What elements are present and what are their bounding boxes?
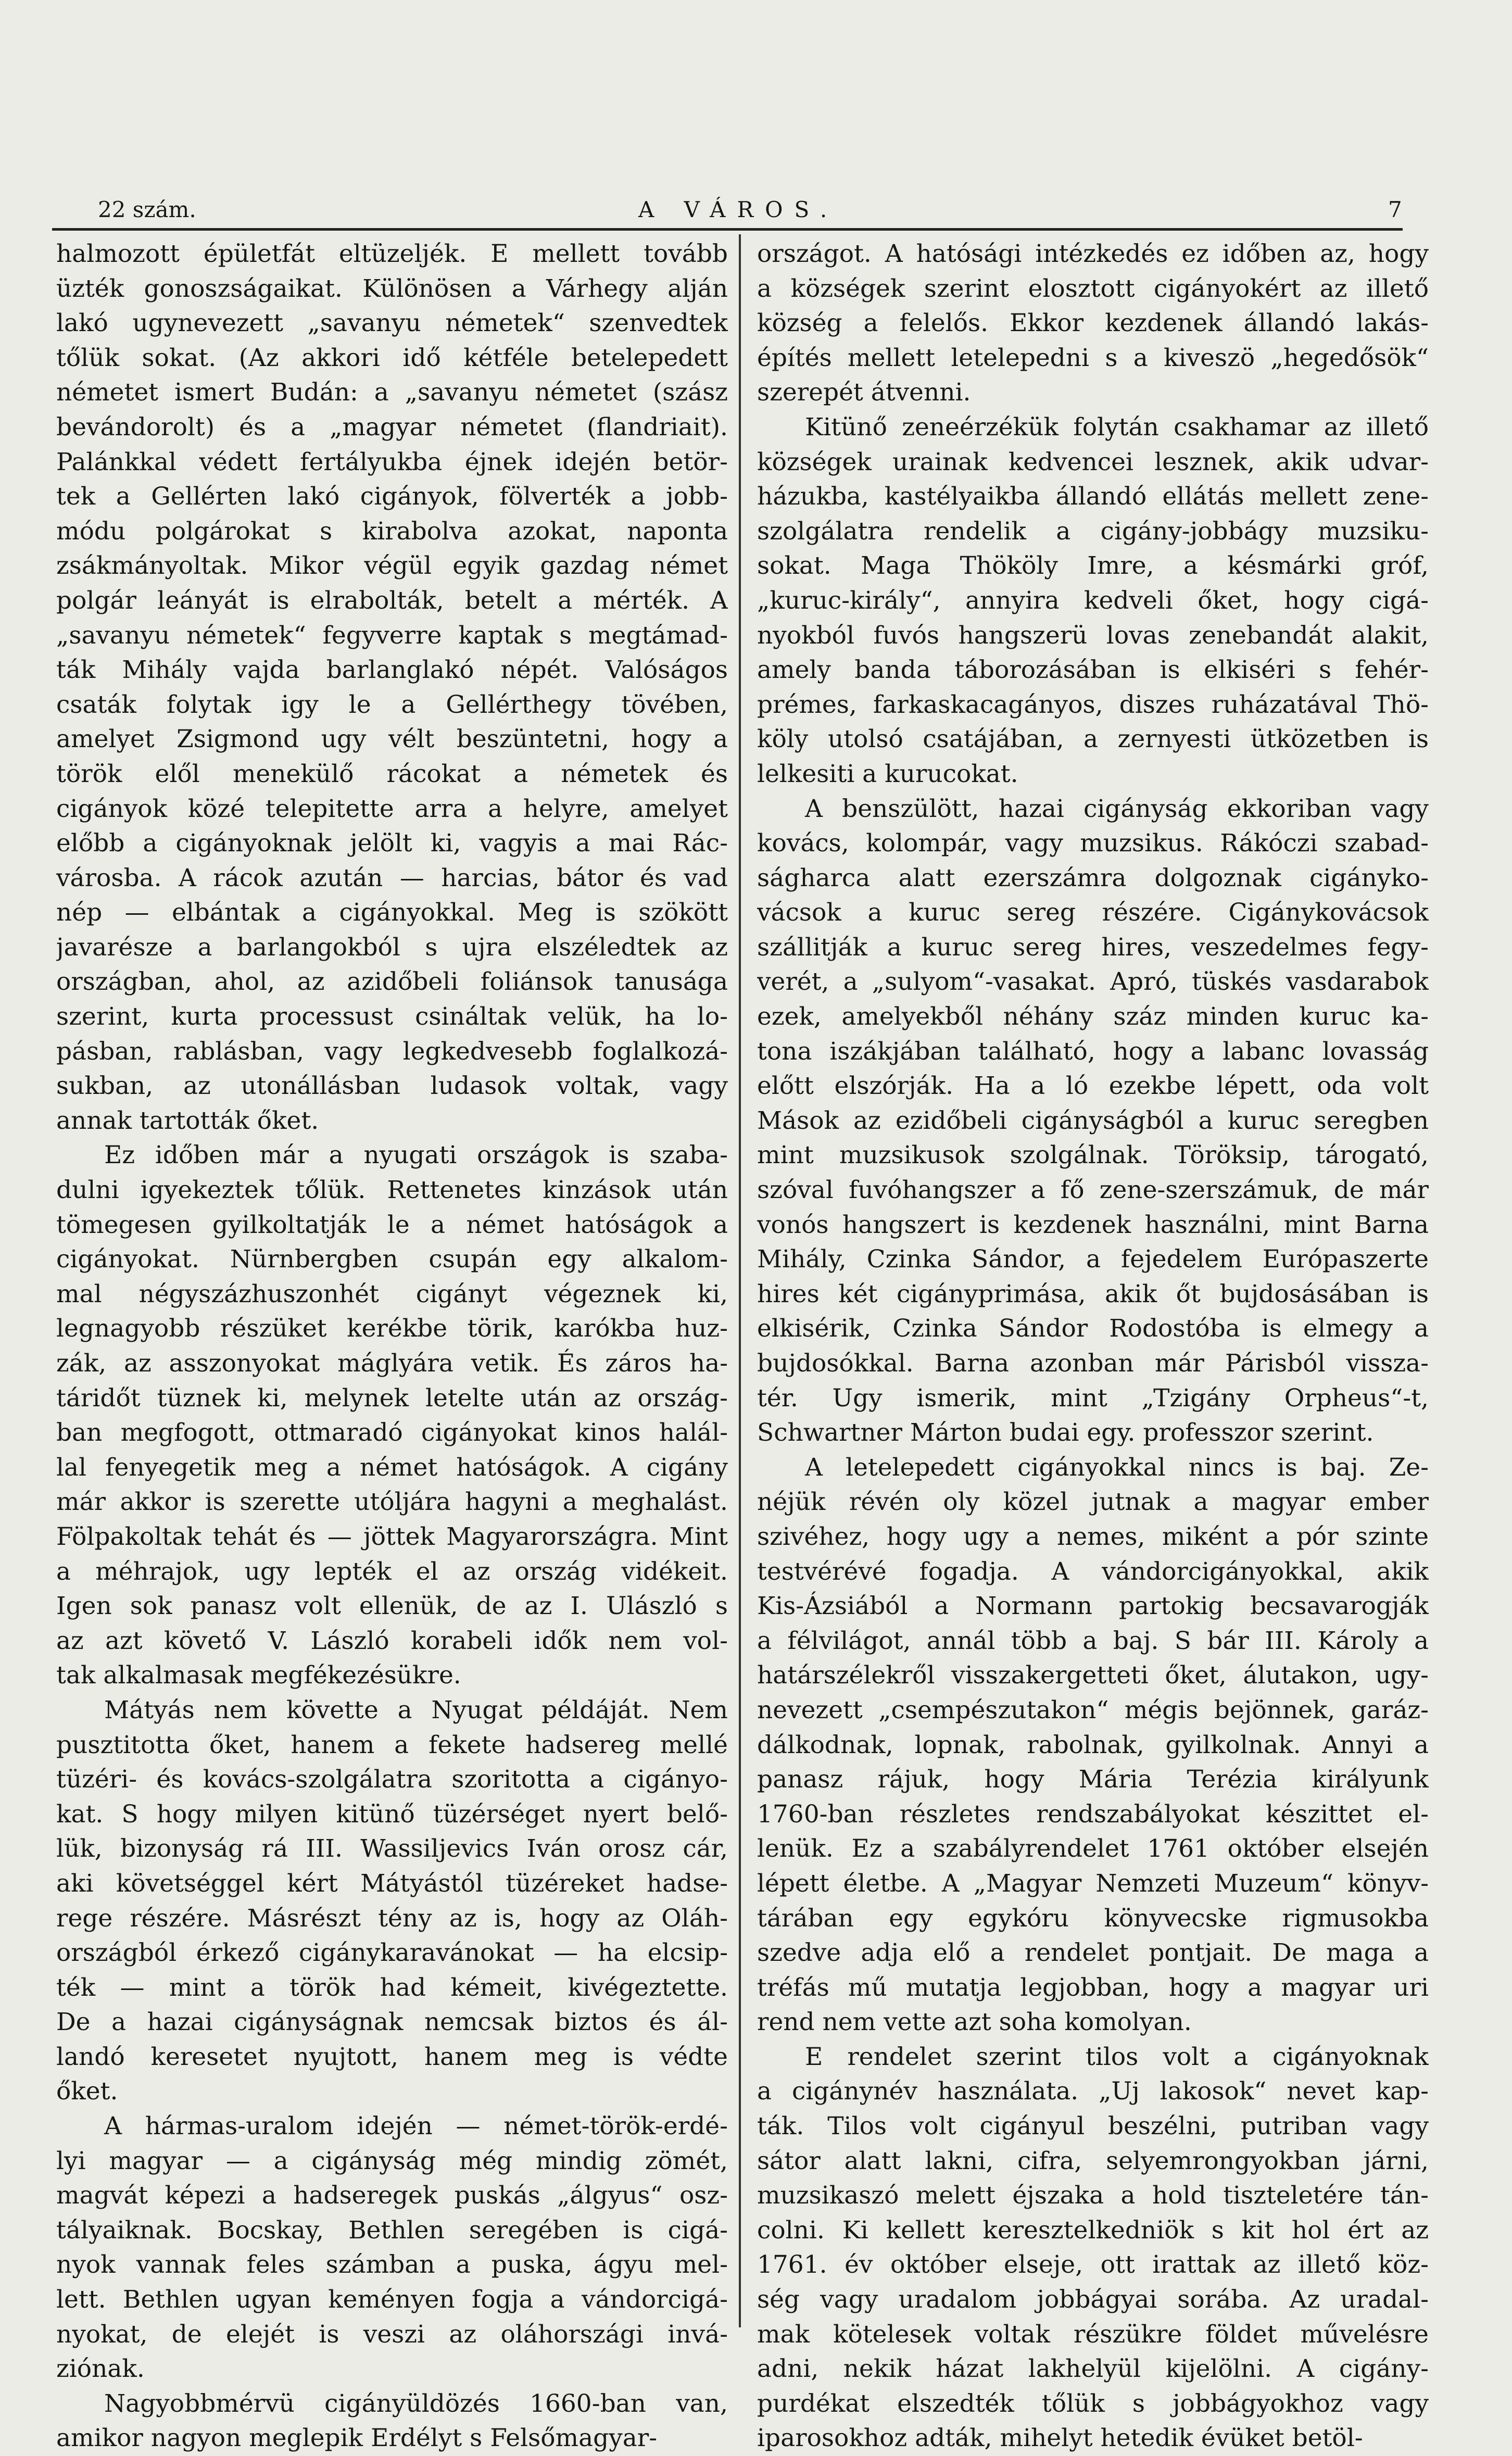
- text-line: De a hazai cigányságnak nemcsak biztos és ál-: [56, 2008, 728, 2037]
- text-line: 1760-ban részletes rendszabályokat készittet el-: [757, 1799, 1429, 1829]
- text-line: ták Mihály vajda barlanglakó népét. Valóságos: [56, 656, 728, 685]
- text-line: verét, a „sulyom“-vasakat. Apró, tüskés vasdarabok: [757, 967, 1429, 997]
- text-line: község a felelős. Ekkor kezdenek állandó lakás-: [757, 309, 1429, 338]
- text-line: Mások az ezidőbeli cigányságból a kuruc seregben: [757, 1106, 1429, 1135]
- text-line: nyokból fuvós hangszerü lovas zenebandát alakit,: [757, 621, 1429, 650]
- text-line: szolgálatra rendelik a cigány-jobbágy muzsiku-: [757, 517, 1429, 546]
- text-line: vácsok a kuruc sereg részére. Cigánykovácsok: [757, 898, 1429, 927]
- text-line: sátor alatt lakni, cifra, selyemrongyokban járni,: [757, 2146, 1429, 2175]
- text-line: amikor nagyon meglepik Erdélyt s Felsőmagyar-: [56, 2424, 658, 2453]
- text-line: colni. Ki kellett keresztelkedniök s kit hol ért az: [757, 2215, 1429, 2245]
- text-line: a cigánynév használata. „Uj lakosok“ nevet kap-: [757, 2077, 1429, 2106]
- text-line: szerint, kurta processust csináltak velük, ha lo-: [56, 1002, 728, 1031]
- text-line: Palánkkal védett fertályukba éjnek idején betör-: [56, 447, 728, 476]
- text-line: lépett életbe. A „Magyar Nemzeti Muzeum“ könyv-: [757, 1869, 1429, 1898]
- text-line: mal négyszázhuszonhét cigányt végeznek ki,: [56, 1279, 728, 1308]
- text-line: Kis-Ázsiából a Normann partokig becsavarogják: [757, 1592, 1429, 1621]
- text-line: aki követséggel kért Mátyástól tüzéreket hadse-: [56, 1869, 728, 1898]
- text-line: határszélekről visszakergetteti őket, álutakon, ugy-: [757, 1661, 1429, 1690]
- text-line: szóval fuvóhangszer a fő zene-szerszámuk, de már: [757, 1176, 1429, 1205]
- text-line: mak kötelesek voltak részükre földet művelésre: [757, 2320, 1429, 2349]
- text-line: lakó ugynevezett „savanyu németek“ szenvedtek: [56, 309, 728, 338]
- text-line: szivéhez, hogy ugy a nemes, miként a pór szinte: [757, 1522, 1429, 1551]
- text-line: Nagyobbmérvü cigányüldözés 1660-ban van,: [104, 2389, 728, 2418]
- text-line: E rendelet szerint tilos volt a cigányoknak: [805, 2042, 1429, 2071]
- text-line: ziónak.: [56, 2354, 145, 2384]
- page-number: 7: [1388, 197, 1402, 222]
- text-line: purdékat elszedték tőlük s jobbágyokhoz vagy: [757, 2389, 1429, 2418]
- text-line: tek a Gellérten lakó cigányok, fölverték a jobb-: [56, 482, 728, 511]
- text-line: polgár leányát is elrabolták, betelt a mérték. A: [56, 586, 728, 615]
- text-line: panasz rájuk, hogy Mária Terézia királyunk: [757, 1765, 1429, 1794]
- text-line: annak tartották őket.: [56, 1106, 319, 1135]
- text-line: kovács, kolompár, vagy muzsikus. Rákóczi szabad-: [757, 829, 1429, 858]
- text-line: 1761. év október elseje, ott irattak az illető köz-: [757, 2250, 1429, 2279]
- text-line: sokat. Maga Thököly Imre, a késmárki gróf,: [757, 551, 1429, 581]
- text-line: „savanyu németek“ fegyverre kaptak s megtámad-: [56, 621, 728, 650]
- text-line: a méhrajok, ugy lepték el az ország vidékeit.: [56, 1557, 728, 1586]
- left-column: [56, 237, 728, 2456]
- text-line: szerepét átvenni.: [757, 378, 971, 407]
- text-line: ség vagy uradalom jobbágyai sorába. Az uradal-: [757, 2285, 1429, 2314]
- text-line: bujdosókkal. Barna azonban már Párisból vissza-: [757, 1349, 1429, 1378]
- text-line: testvérévé fogadja. A vándorcigányokkal, akik: [757, 1557, 1429, 1586]
- text-line: legnagyobb részüket kerékbe törik, karókba huz-: [56, 1314, 728, 1343]
- issue-number: 22 szám.: [98, 197, 196, 222]
- text-line: török elől menekülő rácokat a németek és: [56, 759, 728, 788]
- text-line: tárában egy egykóru könyvecske rigmusokba: [757, 1904, 1429, 1933]
- text-line: Kitünő zeneérzékük folytán csakhamar az illető: [805, 412, 1429, 442]
- text-line: községek urainak kedvencei lesznek, akik udvar-: [757, 447, 1429, 476]
- text-line: lyi magyar — a cigányság még mindig zömét,: [56, 2146, 728, 2175]
- text-line: kat. S hogy milyen kitünő tüzérséget nyert belő-: [56, 1799, 728, 1829]
- text-line: sukban, az utonállásban ludasok voltak, vagy: [56, 1072, 728, 1101]
- text-line: nyokat, de elejét is veszi az oláhországi invá-: [56, 2320, 728, 2349]
- text-line: tályaiknak. Bocskay, Bethlen seregében is cigá-: [56, 2215, 728, 2245]
- text-line: házukba, kastélyaikba állandó ellátás mellett zene-: [757, 482, 1429, 511]
- text-line: javarésze a barlangokból s ujra elszéledtek az: [56, 933, 728, 962]
- text-line: landó keresetet nyujtott, hanem meg is védte: [56, 2042, 728, 2071]
- text-line: tér. Ugy ismerik, mint „Tzigány Orpheus“-t,: [757, 1383, 1429, 1413]
- text-line: Mátyás nem követte a Nyugat példáját. Nem: [104, 1695, 728, 1724]
- column-divider: [739, 234, 741, 2327]
- text-line: tona iszákjában található, hogy a labanc lovasság: [757, 1037, 1429, 1066]
- text-line: prémes, farkaskacagányos, diszes ruházatával Thö-: [757, 690, 1429, 719]
- text-line: zsákmányoltak. Mikor végül egyik gazdag német: [56, 551, 728, 581]
- text-line: Igen sok panasz volt ellenük, de az I. Ulászló s: [56, 1592, 728, 1621]
- text-line: lett. Bethlen ugyan keményen fogja a vándorcigá-: [56, 2285, 728, 2314]
- text-line: tréfás mű mutatja legjobban, hogy a magyar uri: [757, 1973, 1429, 2002]
- text-line: városba. A rácok azután — harcias, bátor és vad: [56, 863, 728, 892]
- text-line: pásban, rablásban, vagy legkedvesebb foglalkozá-: [56, 1037, 728, 1066]
- text-line: nevezett „csempészutakon“ mégis bejönnek, garáz-: [757, 1695, 1429, 1724]
- text-line: A letelepedett cigányokkal nincs is baj. Ze-: [805, 1453, 1429, 1482]
- text-line: országból érkező cigánykaravánokat — ha elcsip-: [56, 1938, 728, 1968]
- right-column: [757, 237, 1429, 2456]
- text-line: lal fenyegetik meg a német hatóságok. A cigány: [56, 1453, 728, 1482]
- text-line: már akkor is szerette utóljára hagyni a meghalást.: [56, 1488, 728, 1517]
- text-line: ságharca alatt ezerszámra dolgoznak cigányko-: [757, 863, 1429, 892]
- text-line: tömegesen gyilkoltatják le a német hatóságok a: [56, 1210, 728, 1239]
- text-line: amely banda táborozásában is elkiséri s fehér-: [757, 656, 1429, 685]
- text-line: csaták folytak igy le a Gellérthegy tövében,: [56, 690, 728, 719]
- text-line: „kuruc-király“, annyira kedveli őket, hogy cigá-: [757, 586, 1429, 615]
- text-line: előbb a cigányoknak jelölt ki, vagyis a mai Rác-: [56, 829, 728, 858]
- text-line: amelyet Zsigmond ugy vélt beszüntetni, hogy a: [56, 725, 728, 754]
- text-line: mint muzsikusok szolgálnak. Töröksip, tárogató,: [757, 1141, 1429, 1170]
- text-line: magvát képezi a hadseregek puskás „álgyus“ osz-: [56, 2181, 728, 2210]
- text-line: országot. A hatósági intézkedés ez időben az, hogy: [757, 240, 1429, 268]
- text-line: iparosokhoz adták, mihelyt hetedik évüket betöl-: [757, 2424, 1363, 2453]
- text-line: ban megfogott, ottmaradó cigányokat kinos halál-: [56, 1418, 728, 1447]
- text-line: tőlük sokat. (Az akkori idő kétféle betelepedett: [56, 343, 728, 372]
- text-line: tak alkalmasak megfékezésükre.: [56, 1661, 461, 1690]
- text-line: elkisérik, Czinka Sándor Rodostóba is elmegy a: [757, 1314, 1429, 1343]
- text-line: Fölpakoltak tehát és — jöttek Magyarországra. Mint: [56, 1522, 728, 1551]
- text-line: országban, ahol, az azidőbeli foliánsok tanusága: [56, 967, 728, 997]
- text-line: üzték gonoszságaikat. Különösen a Várhegy alján: [56, 274, 728, 303]
- text-line: őket.: [56, 2077, 118, 2106]
- text-line: hires két cigányprimása, akik őt bujdosásában is: [757, 1279, 1429, 1308]
- text-line: rege részére. Másrészt tény az is, hogy az Oláh-: [56, 1904, 728, 1933]
- text-line: zák, az asszonyokat máglyára vetik. És záros ha-: [56, 1349, 728, 1378]
- text-line: a félvilágot, annál több a baj. S bár III. Károly a: [757, 1626, 1429, 1655]
- text-line: ták. Tilos volt cigányul beszélni, putriban vagy: [757, 2112, 1429, 2141]
- text-line: köly utolsó csatájában, a zernyesti ütközetben is: [757, 725, 1429, 754]
- text-line: rend nem vette azt soha komolyan.: [757, 2008, 1192, 2037]
- text-line: ezek, amelyekből néhány száz minden kuruc ka-: [757, 1002, 1429, 1031]
- text-line: dulni igyekeztek tőlük. Rettenetes kinzások után: [56, 1176, 728, 1205]
- text-line: táridőt tüznek ki, melynek letelte után az ország-: [56, 1383, 728, 1413]
- text-line: Ez időben már a nyugati országok is szaba-: [104, 1141, 728, 1170]
- publication-title: A VÁROS.: [638, 197, 839, 222]
- text-line: vonós hangszert is kezdenek használni, mint Barna: [757, 1210, 1429, 1239]
- text-line: lük, bizonyság rá III. Wassiljevics Iván orosz cár,: [56, 1834, 728, 1863]
- text-line: szedve adja elő a rendelet pontjait. De maga a: [757, 1938, 1429, 1968]
- text-line: németet ismert Budán: a „savanyu németet (szász: [56, 378, 728, 407]
- text-line: előtt elszórják. Ha a ló ezekbe lépett, oda volt: [757, 1072, 1429, 1101]
- text-line: Schwartner Márton budai egy. professzor szerint.: [757, 1418, 1374, 1447]
- text-line: szállitják a kuruc sereg hires, veszedelmes fegy-: [757, 933, 1429, 962]
- text-line: dálkodnak, lopnak, rabolnak, gyilkolnak. Annyi a: [757, 1730, 1429, 1759]
- text-line: cigányok közé telepitette arra a helyre, amelyet: [56, 794, 728, 823]
- text-line: nép — elbántak a cigányokkal. Meg is szökött: [56, 898, 728, 927]
- text-line: tüzéri- és kovács-szolgálatra szoritotta a cigányo-: [56, 1765, 728, 1794]
- text-line: lenük. Ez a szabályrendelet 1761 október elsején: [757, 1834, 1429, 1863]
- text-line: bevándorolt) és a „magyar németet (flandriait).: [56, 412, 728, 442]
- text-line: az azt követő V. László korabeli idők nem vol-: [56, 1626, 728, 1655]
- text-line: Mihály, Czinka Sándor, a fejedelem Európaszerte: [757, 1245, 1429, 1274]
- text-line: pusztitotta őket, hanem a fekete hadsereg mellé: [56, 1730, 728, 1759]
- text-line: lelkesiti a kurucokat.: [757, 759, 1018, 788]
- text-line: halmozott épületfát eltüzeljék. E mellett tovább: [56, 240, 728, 268]
- text-line: adni, nekik házat lakhelyül kijelölni. A cigány-: [757, 2354, 1429, 2384]
- text-line: A benszülött, hazai cigányság ekkoriban vagy: [805, 794, 1429, 823]
- text-line: néjük révén oly közel jutnak a magyar ember: [757, 1488, 1429, 1517]
- text-line: nyok vannak feles számban a puska, ágyu mel-: [56, 2250, 728, 2279]
- text-line: ték — mint a török had kémeit, kivégeztette.: [56, 1973, 728, 2002]
- text-line: cigányokat. Nürnbergben csupán egy alkalom-: [56, 1245, 728, 1274]
- text-line: A hármas-uralom idején — német-török-erdé-: [104, 2112, 728, 2141]
- text-line: a községek szerint elosztott cigányokért az illető: [757, 274, 1429, 303]
- header-rule: [52, 228, 1403, 231]
- text-line: módu polgárokat s kirabolva azokat, naponta: [56, 517, 728, 546]
- text-line: építés mellett letelepedni s a kiveszö „hegedősök“: [757, 343, 1429, 372]
- text-line: muzsikaszó melett éjszaka a hold tiszteletére tán-: [757, 2181, 1429, 2210]
